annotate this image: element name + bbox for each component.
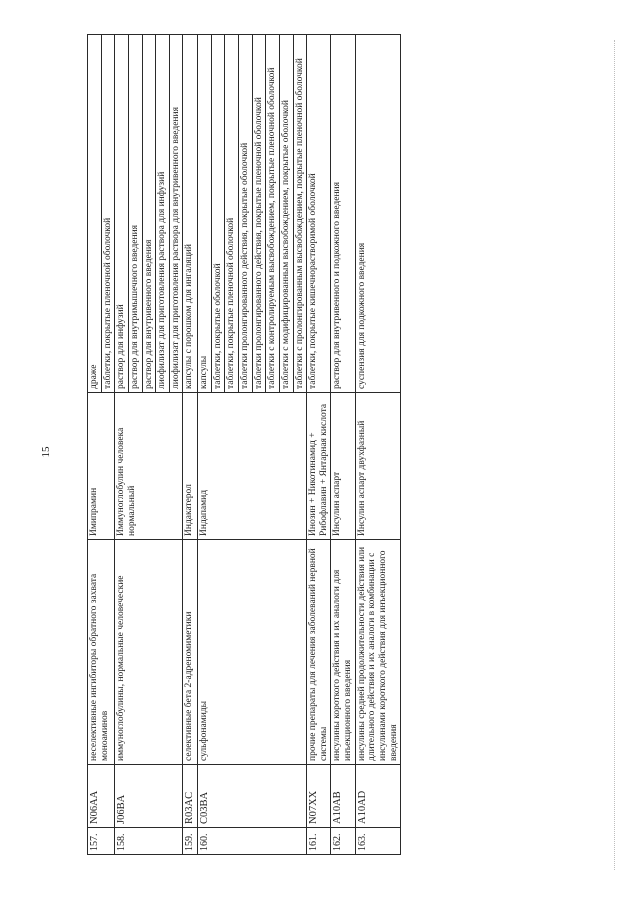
dosage-form: таблетки пролонгированного действия, покрытые пленочной оболочкой: [252, 35, 266, 393]
dosage-form: таблетки, покрытые пленочной оболочкой: [101, 35, 115, 393]
row-number: 160.: [198, 828, 307, 855]
table-frame: [87, 35, 627, 855]
table-row: [115, 35, 129, 855]
pharmacological-group: селективные бета 2-адреномиметики: [183, 540, 198, 765]
drug-name: Инсулин аспарт: [331, 393, 355, 540]
dosage-form: лиофилизат для приготовления раствора для инфузий: [156, 35, 170, 393]
atc-code: J06BA: [115, 765, 183, 828]
drug-name: Инсулин аспарт двухфазный: [355, 393, 401, 540]
dosage-form: лиофилизат для приготовления раствора для внутривенного введения: [169, 35, 183, 393]
row-number: 162.: [331, 828, 355, 855]
dosage-form: таблетки с контролируемым высвобождением, покрытые пленочной оболочкой: [266, 35, 280, 393]
dosage-form: таблетки с пролонгированным высвобождением, покрытые пленочной оболочкой: [293, 35, 307, 393]
dosage-form: капсулы с порошком для ингаляций: [183, 35, 198, 393]
row-number: 163.: [355, 828, 401, 855]
pharmacological-group: сульфонамиды: [198, 540, 307, 765]
drug-name: Инозин + Никотинамид + Рибофлавин + Янтарная кислота: [307, 393, 331, 540]
dosage-form: таблетки, покрытые оболочкой: [211, 35, 225, 393]
row-number: 159.: [183, 828, 198, 855]
atc-code: N07XX: [307, 765, 331, 828]
drug-list-table: [87, 34, 401, 855]
dosage-form: суспензия для подкожного введения: [355, 35, 401, 393]
dosage-form: таблетки, покрытые кишечнорастворимой оболочкой: [307, 35, 331, 393]
pharmacological-group: инсулины короткого действия и их аналоги для инъекционного введения: [331, 540, 355, 765]
pharmacological-group: неселективные ингибиторы обратного захвата моноаминов: [88, 540, 115, 765]
dosage-form: драже: [88, 35, 102, 393]
atc-code: R03AC: [183, 765, 198, 828]
table-row: [183, 35, 198, 855]
atc-code: C03BA: [198, 765, 307, 828]
drug-name: Индапамид: [198, 393, 307, 540]
dosage-form: раствор для внутривенного введения: [142, 35, 156, 393]
drug-name: Иммуноглобулин человека нормальный: [115, 393, 183, 540]
pharmacological-group: прочие препараты для лечения заболеваний нервной системы: [307, 540, 331, 765]
table-row: [355, 35, 401, 855]
table-row: [88, 35, 102, 855]
dosage-form: таблетки, покрытые пленочной оболочкой: [225, 35, 239, 393]
dosage-form: таблетки пролонгированного действия, покрытые оболочкой: [239, 35, 253, 393]
drug-name: Имипрамин: [88, 393, 115, 540]
table-row: [331, 35, 355, 855]
table-row: [198, 35, 212, 855]
rotated-page: [87, 35, 627, 855]
dosage-form: капсулы: [198, 35, 212, 393]
pharmacological-group: иммуноглобулины, нормальные человеческие: [115, 540, 183, 765]
dosage-form: раствор для инфузий: [115, 35, 129, 393]
row-number: 158.: [115, 828, 183, 855]
table-row: [307, 35, 331, 855]
dosage-form: таблетки с модифицированным высвобождением, покрытые оболочкой: [279, 35, 293, 393]
row-number: 157.: [88, 828, 115, 855]
page-number: 15: [40, 446, 52, 458]
drug-name: Индакатерол: [183, 393, 198, 540]
dosage-form: раствор для внутримышечного введения: [128, 35, 142, 393]
atc-code: A10AD: [355, 765, 401, 828]
dosage-form: раствор для внутривенного и подкожного введения: [331, 35, 355, 393]
pharmacological-group: инсулины средней продолжительности действия или длительного действия и их аналоги в комбинации с инсулинами короткого действия для инъекционного введения: [355, 540, 401, 765]
atc-code: A10AB: [331, 765, 355, 828]
atc-code: N06AA: [88, 765, 115, 828]
row-number: 161.: [307, 828, 331, 855]
